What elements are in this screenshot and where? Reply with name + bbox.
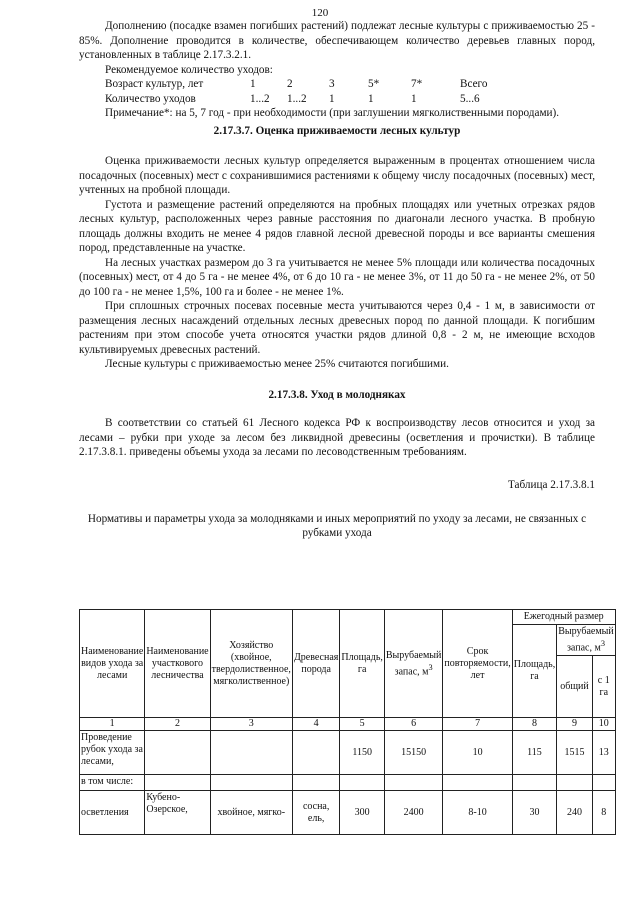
- table-row: [80, 791, 616, 835]
- count-value: 1...2: [287, 92, 307, 105]
- header-cell: Наименование участкового лесничества: [145, 610, 210, 718]
- page-number: 120: [311, 7, 329, 19]
- table-cell: хвойное, мягко-: [210, 791, 292, 835]
- column-number: 7: [443, 718, 512, 731]
- count-value: 1...2: [250, 92, 270, 105]
- section-paragraph: Оценка приживаемости лесных культур определяется выраженным в процентах отношением числа посадочных (посевных) мест с сохранившимися растениями к общему числу посадочных (посевных) мест, учтенных на пробной площади.: [79, 155, 595, 196]
- table-row: [80, 775, 616, 791]
- care-count-heading: Рекомендуемое количество уходов:: [105, 63, 273, 76]
- age-value: 5*: [368, 78, 380, 90]
- header-cell: Вырубаемый запас, $м^3$: [384, 610, 443, 718]
- count-value: 1: [329, 92, 335, 105]
- count-row: [79, 92, 595, 107]
- table-label: Таблица 2.17.3.8.1: [507, 478, 595, 491]
- column-number: 2: [145, 718, 210, 731]
- table-cell: 10: [443, 731, 512, 775]
- table-cell: в том числе:: [80, 775, 145, 791]
- table-cell: 2400: [384, 791, 443, 835]
- table-cell: [145, 731, 210, 775]
- table-cell: 240: [557, 791, 593, 835]
- table-cell: [210, 731, 292, 775]
- count-value: 1: [368, 92, 374, 105]
- column-number-row: [80, 718, 616, 731]
- age-row: [79, 77, 595, 92]
- column-number: 10: [592, 718, 615, 731]
- section-paragraph: Густота и размещение растений определяются на пробных площадях или учетных отрезках рядов лесных культур, расположенных через равные расстояния по диагонали лесного участка. В пробную площадь должны входить не менее 4 рядов главной лесной древесной породы и все варианты смешения пород, представленные на участке.: [79, 198, 595, 254]
- age-row-label: Возраст культур, лет: [105, 78, 204, 90]
- header-cell: Площадь, га: [512, 625, 557, 718]
- header-cell: Наименование видов ухода за лесами: [80, 610, 145, 718]
- intro-paragraph: Дополнению (посадке взамен погибших растений) подлежат лесные культуры с приживаемостью 25 - 85%. Дополнение проводится в количестве, обеспечивающем количество деревьев главных пород, установленных в таблице 2.17.3.2.1.: [79, 20, 595, 61]
- section-heading: 2.17.3.8. Уход в молодняках: [268, 388, 406, 401]
- table-cell: 30: [512, 791, 557, 835]
- care-note: Примечание*: на 5, 7 год - при необходимости (при заглушении мягколиственными породами).: [105, 107, 560, 119]
- table-cell: 8: [592, 791, 615, 835]
- header-cell: Площадь, га: [340, 610, 385, 718]
- table-cell: 1515: [557, 731, 593, 775]
- table-header-row: [80, 610, 616, 625]
- age-value: 2: [287, 78, 293, 90]
- table-cell: 300: [340, 791, 385, 835]
- section-paragraph: При сплошных строчных посевах посевные места учитываются через 0,4 - 1 м, в зависимости от размещения лесных насаждений отдельных лесных древесных пород по данной площади. К погибшим растениям при этом способе учета относятся участки рядов длиной 0,8 - 2 м, не имеющие всходов культивируемых древесных растений.: [79, 300, 595, 356]
- header-cell: общий: [557, 656, 593, 718]
- section-paragraph: В соответствии со статьей 61 Лесного кодекса РФ к воспроизводству лесов относится и уход за лесами – рубки при уходе за лесом без ликвидной древесины (осветления и прочистки). В таблице 2.17.3.8.1. приведены объемы ухода за лесами по лесоводственным требованиям.: [79, 417, 595, 458]
- age-value: 1: [250, 78, 256, 90]
- count-value: 5...6: [460, 92, 480, 105]
- count-value: 1: [411, 92, 417, 105]
- table-cell: [292, 731, 339, 775]
- header-cell: с 1 га: [592, 656, 615, 718]
- table-cell: Проведение рубок ухода за лесами,: [80, 731, 145, 775]
- count-row-label: Количество уходов: [105, 92, 196, 105]
- column-number: 3: [210, 718, 292, 731]
- table-cell: 15150: [384, 731, 443, 775]
- column-number: 6: [384, 718, 443, 731]
- age-value: 3: [329, 78, 335, 90]
- table-cell: 115: [512, 731, 557, 775]
- column-number: 1: [80, 718, 145, 731]
- age-value: 7*: [411, 78, 423, 90]
- norms-table: [79, 609, 616, 835]
- document-body: [79, 19, 595, 540]
- header-cell: Древесная порода: [292, 610, 339, 718]
- column-number: 9: [557, 718, 593, 731]
- header-cell: Срок повторяемости, лет: [443, 610, 512, 718]
- header-cell: Ежегодный размер: [512, 610, 615, 625]
- table-cell: Кубено-Озерское,: [145, 791, 210, 835]
- table-title: Нормативы и параметры ухода за молодняками и иных мероприятий по уходу за лесами, не связанных с рубками ухода: [87, 513, 587, 539]
- table-cell: 1150: [340, 731, 385, 775]
- table-cell: осветления: [80, 791, 145, 835]
- column-number: 4: [292, 718, 339, 731]
- section-paragraph: На лесных участках размером до 3 га учитывается не менее 5% площади или количества посадочных (посевных) мест, от 4 до 5 га - не менее 4%, от 6 до 10 га - не менее 3%, от 11 до 50 га - не менее 2%, от 50 до 100 га - не менее 1,5%, 100 га и более - не менее 1%.: [79, 256, 595, 298]
- header-cell: Хозяйство (хвойное, твердолиственное, мягколиственное): [210, 610, 292, 718]
- table-row: [80, 731, 616, 775]
- age-value: Всего: [460, 78, 488, 90]
- table-cell: 13: [592, 731, 615, 775]
- table-cell: 8-10: [443, 791, 512, 835]
- header-cell: Вырубаемый запас, $м^3$: [557, 625, 616, 656]
- section-heading: 2.17.3.7. Оценка приживаемости лесных культур: [213, 124, 461, 137]
- column-number: 8: [512, 718, 557, 731]
- table-cell: сосна, ель,: [292, 791, 339, 835]
- column-number: 5: [340, 718, 385, 731]
- section-paragraph: Лесные культуры с приживаемостью менее 25% считаются погибшими.: [105, 358, 449, 370]
